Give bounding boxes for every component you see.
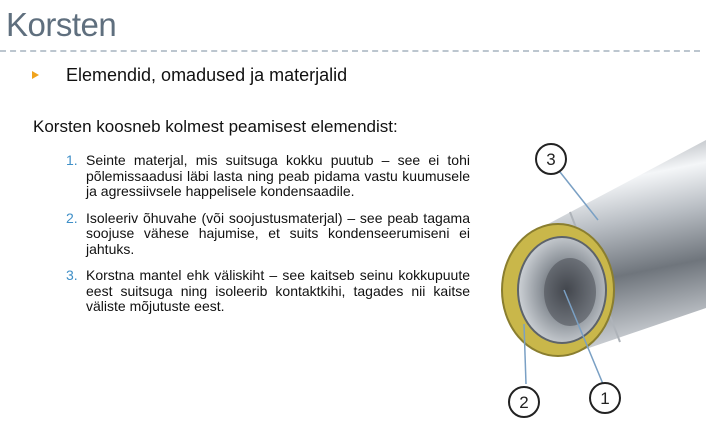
svg-text:3: 3 bbox=[546, 150, 556, 169]
callout-2 bbox=[509, 387, 539, 417]
list-item-text: Seinte materjal, mis suitsuga kokku puutub – see ei tohi põlemissaadusi läbi lasta ning peab pidama vastu kuumusele ja agressiivsele happelisele kondensaadile. bbox=[86, 152, 470, 199]
slide-title: Korsten bbox=[6, 6, 117, 43]
intro-text: Korsten koosneb kolmest peamisest elemendist: bbox=[33, 117, 398, 136]
chimney-pipe-illustration bbox=[488, 132, 706, 431]
callout-3 bbox=[536, 144, 566, 174]
callout-1 bbox=[590, 383, 620, 413]
list-number: 2. bbox=[66, 209, 78, 226]
list-item bbox=[66, 268, 470, 315]
triangle-bullet-icon bbox=[32, 71, 39, 79]
svg-text:1: 1 bbox=[600, 389, 610, 408]
element-list bbox=[66, 153, 470, 326]
list-item-text: Isoleeriv õhuvahe (või soojustusmaterjal) – see peab tagama soojuse vähese hajumise, et suits kondenseerumiseni ei jahtuks. bbox=[86, 209, 470, 257]
title-divider bbox=[0, 50, 700, 52]
list-item-text: Korstna mantel ehk väliskiht – see kaitseb seinu kokkupuute eest suitsuga ning isoleerib kontaktkihi, tagades nii kaitse väliste mõjutuste eest. bbox=[86, 267, 470, 314]
svg-text:2: 2 bbox=[519, 393, 529, 412]
list-item bbox=[66, 153, 470, 200]
list-number: 1. bbox=[66, 152, 78, 168]
list-number: 3. bbox=[66, 267, 78, 283]
slide-subtitle: Elemendid, omadused ja materjalid bbox=[66, 65, 348, 85]
list-item bbox=[66, 211, 470, 258]
